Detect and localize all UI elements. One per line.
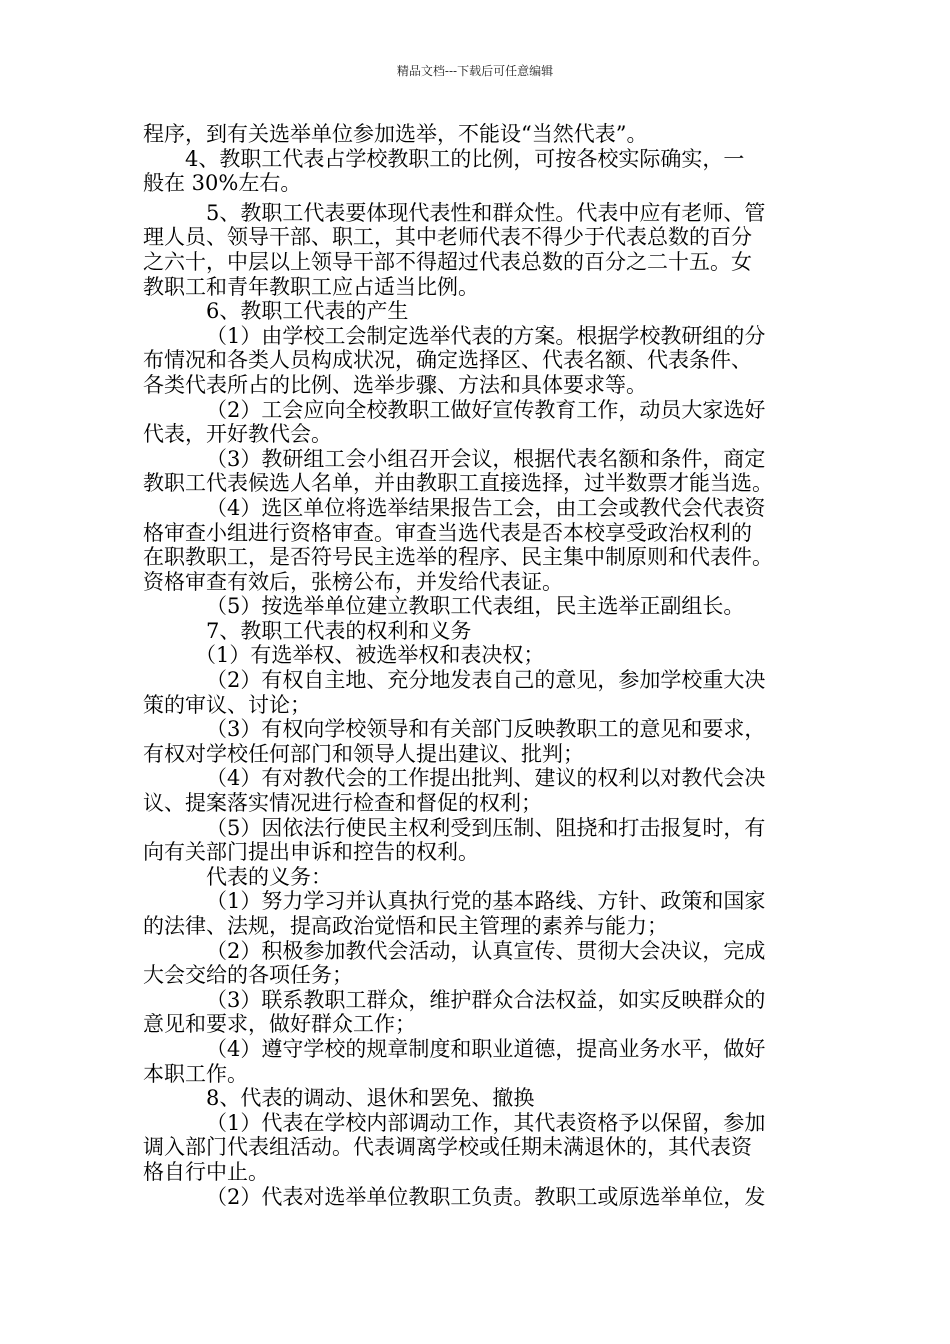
- text-line: （4）有对教代会的工作提出批判、建议的权利以对教代会决: [206, 766, 766, 791]
- text-line: （3）有权向学校领导和有关部门反映教职工的意见和要求，: [206, 717, 766, 742]
- text-line: 8、代表的调动、退休和罢免、撤换: [206, 1086, 535, 1111]
- text-line: 意见和要求，做好群众工作；: [143, 1012, 416, 1037]
- text-line: （3）教研组工会小组召开会议，根据代表名额和条件，商定: [206, 446, 766, 471]
- text-line: 在职教职工，是否符号民主选举的程序、民主集中制原则和代表件。: [143, 545, 773, 570]
- text-line: 理人员、领导干部、职工，其中老师代表不得少于代表总数的百分: [143, 225, 752, 250]
- text-line: （1）有选举权、被选举权和表决权；: [195, 643, 545, 668]
- text-line: （1）代表在学校内部调动工作，其代表资格予以保留，参加: [206, 1110, 766, 1135]
- text-line: 格自行中止。: [143, 1159, 269, 1184]
- text-line: 教职工和青年教职工应占适当比例。: [143, 274, 479, 299]
- text-line: 6、教职工代表的产生: [206, 299, 409, 324]
- text-line: （4）选区单位将选举结果报告工会，由工会或教代会代表资: [206, 495, 766, 520]
- text-line: 本职工作。: [143, 1061, 248, 1086]
- text-line: 5、教职工代表要体现代表性和群众性。代表中应有老师、管: [206, 200, 766, 225]
- text-line: 策的审议、讨论；: [143, 692, 311, 717]
- text-line: 向有关部门提出申诉和控告的权利。: [143, 840, 479, 865]
- document-body: [143, 122, 813, 1209]
- text-line: 程序，到有关选举单位参加选举，不能设“当然代表”。: [143, 122, 648, 146]
- text-line: （5）因依法行使民主权利受到压制、阻挠和打击报复时，有: [206, 815, 766, 840]
- text-line: （2）有权自主地、充分地发表自己的意见，参加学校重大决: [206, 668, 766, 693]
- text-line: 7、教职工代表的权利和义务: [206, 618, 472, 643]
- text-line: （2）工会应向全校教职工做好宣传教育工作，动员大家选好: [206, 397, 766, 422]
- text-line: （2）积极参加教代会活动，认真宣传、贯彻大会决议，完成: [206, 938, 766, 963]
- text-line: （4）遵守学校的规章制度和职业道德，提高业务水平，做好: [206, 1036, 766, 1061]
- text-line: 调入部门代表组活动。代表调离学校或任期未满退休的，其代表资: [143, 1135, 752, 1160]
- text-line: （3）联系教职工群众，维护群众合法权益，如实反映群众的: [206, 987, 766, 1012]
- page-header: 精品文档---下载后可任意编辑: [396, 64, 554, 78]
- text-line: 之六十，中层以上领导干部不得超过代表总数的百分之二十五。女: [143, 249, 752, 274]
- text-line: 代表的义务：: [206, 864, 332, 889]
- text-line: 大会交给的各项任务；: [143, 963, 353, 988]
- text-line: （2）代表对选举单位教职工负责。教职工或原选举单位，发: [206, 1184, 766, 1209]
- text-line: 布情况和各类人员构成状况，确定选择区、代表名额、代表条件、: [143, 348, 752, 373]
- text-line: 有权对学校任何部门和领导人提出建议、批判；: [143, 741, 584, 766]
- text-line: 格审查小组进行资格审查。审查当选代表是否本校享受政治权利的: [143, 520, 752, 545]
- text-line: 各类代表所占的比例、选举步骤、方法和具体要求等。: [143, 372, 647, 397]
- text-line: 议、提案落实情况进行检查和督促的权利；: [143, 791, 542, 816]
- text-line: 的法律、法规，提高政治觉悟和民主管理的素养与能力；: [143, 914, 668, 938]
- text-line: 教职工代表候选人名单，并由教职工直接选择，过半数票才能当选。: [143, 471, 773, 496]
- text-line: 资格审查有效后，张榜公布，并发给代表证。: [143, 569, 563, 594]
- text-line: （1）由学校工会制定选举代表的方案。根据学校教研组的分: [206, 323, 766, 348]
- text-line: （1）努力学习并认真执行党的基本路线、方针、政策和国家: [206, 889, 766, 914]
- text-line: 4、教职工代表占学校教职工的比例，可按各校实际确实，一: [185, 146, 745, 171]
- text-line: 般在 30%左右。: [143, 171, 302, 196]
- text-line: 代表，开好教代会。: [143, 422, 332, 447]
- text-line: （5）按选举单位建立教职工代表组，民主选举正副组长。: [206, 594, 745, 619]
